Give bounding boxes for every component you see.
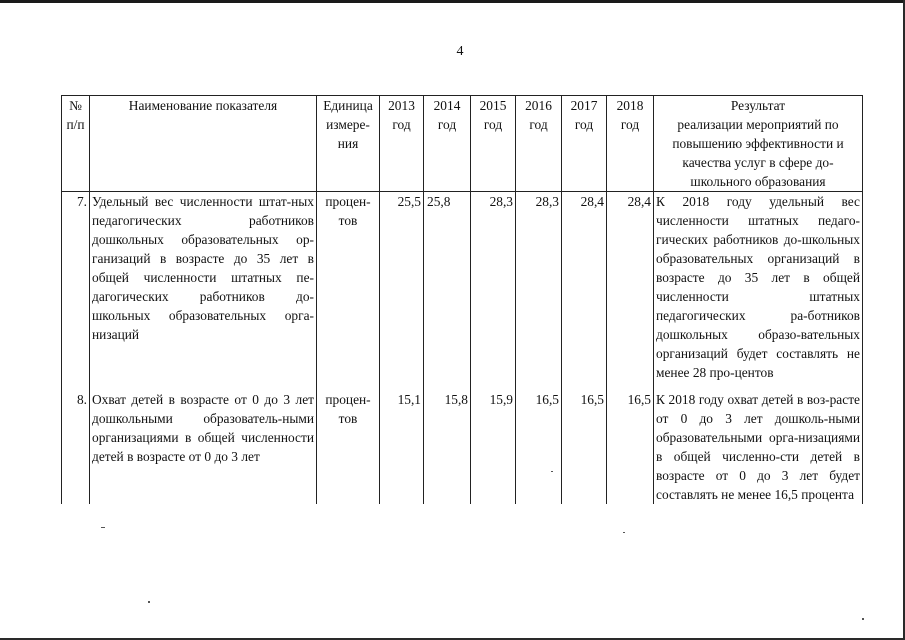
- header-year-value: 2015: [479, 98, 507, 113]
- header-unit-line-2: измере-: [326, 117, 370, 132]
- header-year-label: год: [437, 117, 457, 132]
- header-year-label: год: [483, 117, 503, 132]
- header-year-label: год: [620, 117, 640, 132]
- row-number: 8.: [62, 382, 90, 504]
- header-unit-line-1: Единица: [323, 98, 373, 113]
- header-name: [90, 96, 317, 192]
- header-num-line-1: №: [69, 98, 82, 113]
- header-year-label: год: [574, 117, 594, 132]
- value-2016: 16,5: [516, 382, 562, 504]
- scan-top-edge: [0, 0, 905, 3]
- header-year-2018: [607, 96, 654, 192]
- value-2015: 15,9: [471, 382, 516, 504]
- value-2013: 25,5: [380, 192, 424, 383]
- row-number: 7.: [62, 192, 90, 383]
- scan-speck: [623, 532, 625, 533]
- value-2014: 25,8: [424, 192, 471, 383]
- header-year-2013: [380, 96, 424, 192]
- header-year-label: год: [529, 117, 548, 132]
- header-name-text: Наименование показателя: [128, 98, 278, 113]
- header-unit-line-3: ния: [337, 136, 359, 151]
- table-header-row: [62, 96, 863, 192]
- indicator-name: Удельный вес численности штат-ных педагогических работников дошкольных образовательных ор-ганизаций в возрасте до 35 лет в общей численности штатных пе-дагогических работников до-школьных образовательных орга-низаций: [90, 192, 317, 383]
- header-result: [654, 96, 863, 192]
- header-num: [62, 96, 90, 192]
- table-row: [62, 382, 863, 504]
- header-year-2015: [471, 96, 516, 192]
- indicator-unit: процен-тов: [317, 192, 380, 383]
- scan-speck: [148, 601, 150, 603]
- header-result-line-1: Результат: [730, 98, 786, 113]
- header-year-label: год: [392, 117, 411, 132]
- indicator-name: Охват детей в возрасте от 0 до 3 лет дошкольными образователь-ными организациями в общей численности детей в возрасте от 0 до 3 лет: [90, 382, 317, 504]
- value-2013: 15,1: [380, 382, 424, 504]
- header-year-value: 2014: [433, 98, 461, 113]
- value-2018: 28,4: [607, 192, 654, 383]
- header-year-value: 2016: [525, 98, 552, 113]
- header-year-value: 2018: [616, 98, 644, 113]
- header-result-line-4: качества услуг в сфере до-: [682, 155, 834, 170]
- indicators-table: [61, 95, 863, 504]
- header-num-line-2: п/п: [66, 117, 85, 132]
- scan-speck: [101, 527, 105, 528]
- table-row: [62, 192, 863, 383]
- value-2017: 28,4: [562, 192, 607, 383]
- header-year-2014: [424, 96, 471, 192]
- value-2015: 28,3: [471, 192, 516, 383]
- header-year-value: 2017: [570, 98, 598, 113]
- header-result-line-5: школьного образования: [690, 174, 826, 189]
- indicator-result: К 2018 году охват детей в воз-расте от 0 до 3 лет дошколь-ными образовательными орга-низациями в общей численно-сти детей в возрасте от 0 до 3 лет будет составлять не менее 16,5 процента: [654, 382, 863, 504]
- header-result-line-2: реализации мероприятий по: [677, 117, 839, 132]
- header-year-2017: [562, 96, 607, 192]
- value-2018: 16,5: [607, 382, 654, 504]
- header-year-2016: [516, 96, 562, 192]
- value-2014: 15,8: [424, 382, 471, 504]
- header-unit: [317, 96, 380, 192]
- indicator-result: К 2018 году удельный вес численности штатных педаго-гических работников до-школьных образовательных организаций в возрасте до 35 лет в общей численности штатных педагогических ра-ботников дошкольных образо-вательных организаций будет составлять не менее 28 про-центов: [654, 192, 863, 383]
- indicator-unit: процен-тов: [317, 382, 380, 504]
- header-result-line-3: повышению эффективности и: [672, 136, 844, 151]
- header-year-value: 2013: [388, 98, 415, 113]
- scan-speck: [862, 618, 864, 620]
- value-2016: 28,3: [516, 192, 562, 383]
- page-number: 4: [456, 44, 464, 59]
- value-2017: 16,5: [562, 382, 607, 504]
- scan-speck: [551, 471, 553, 472]
